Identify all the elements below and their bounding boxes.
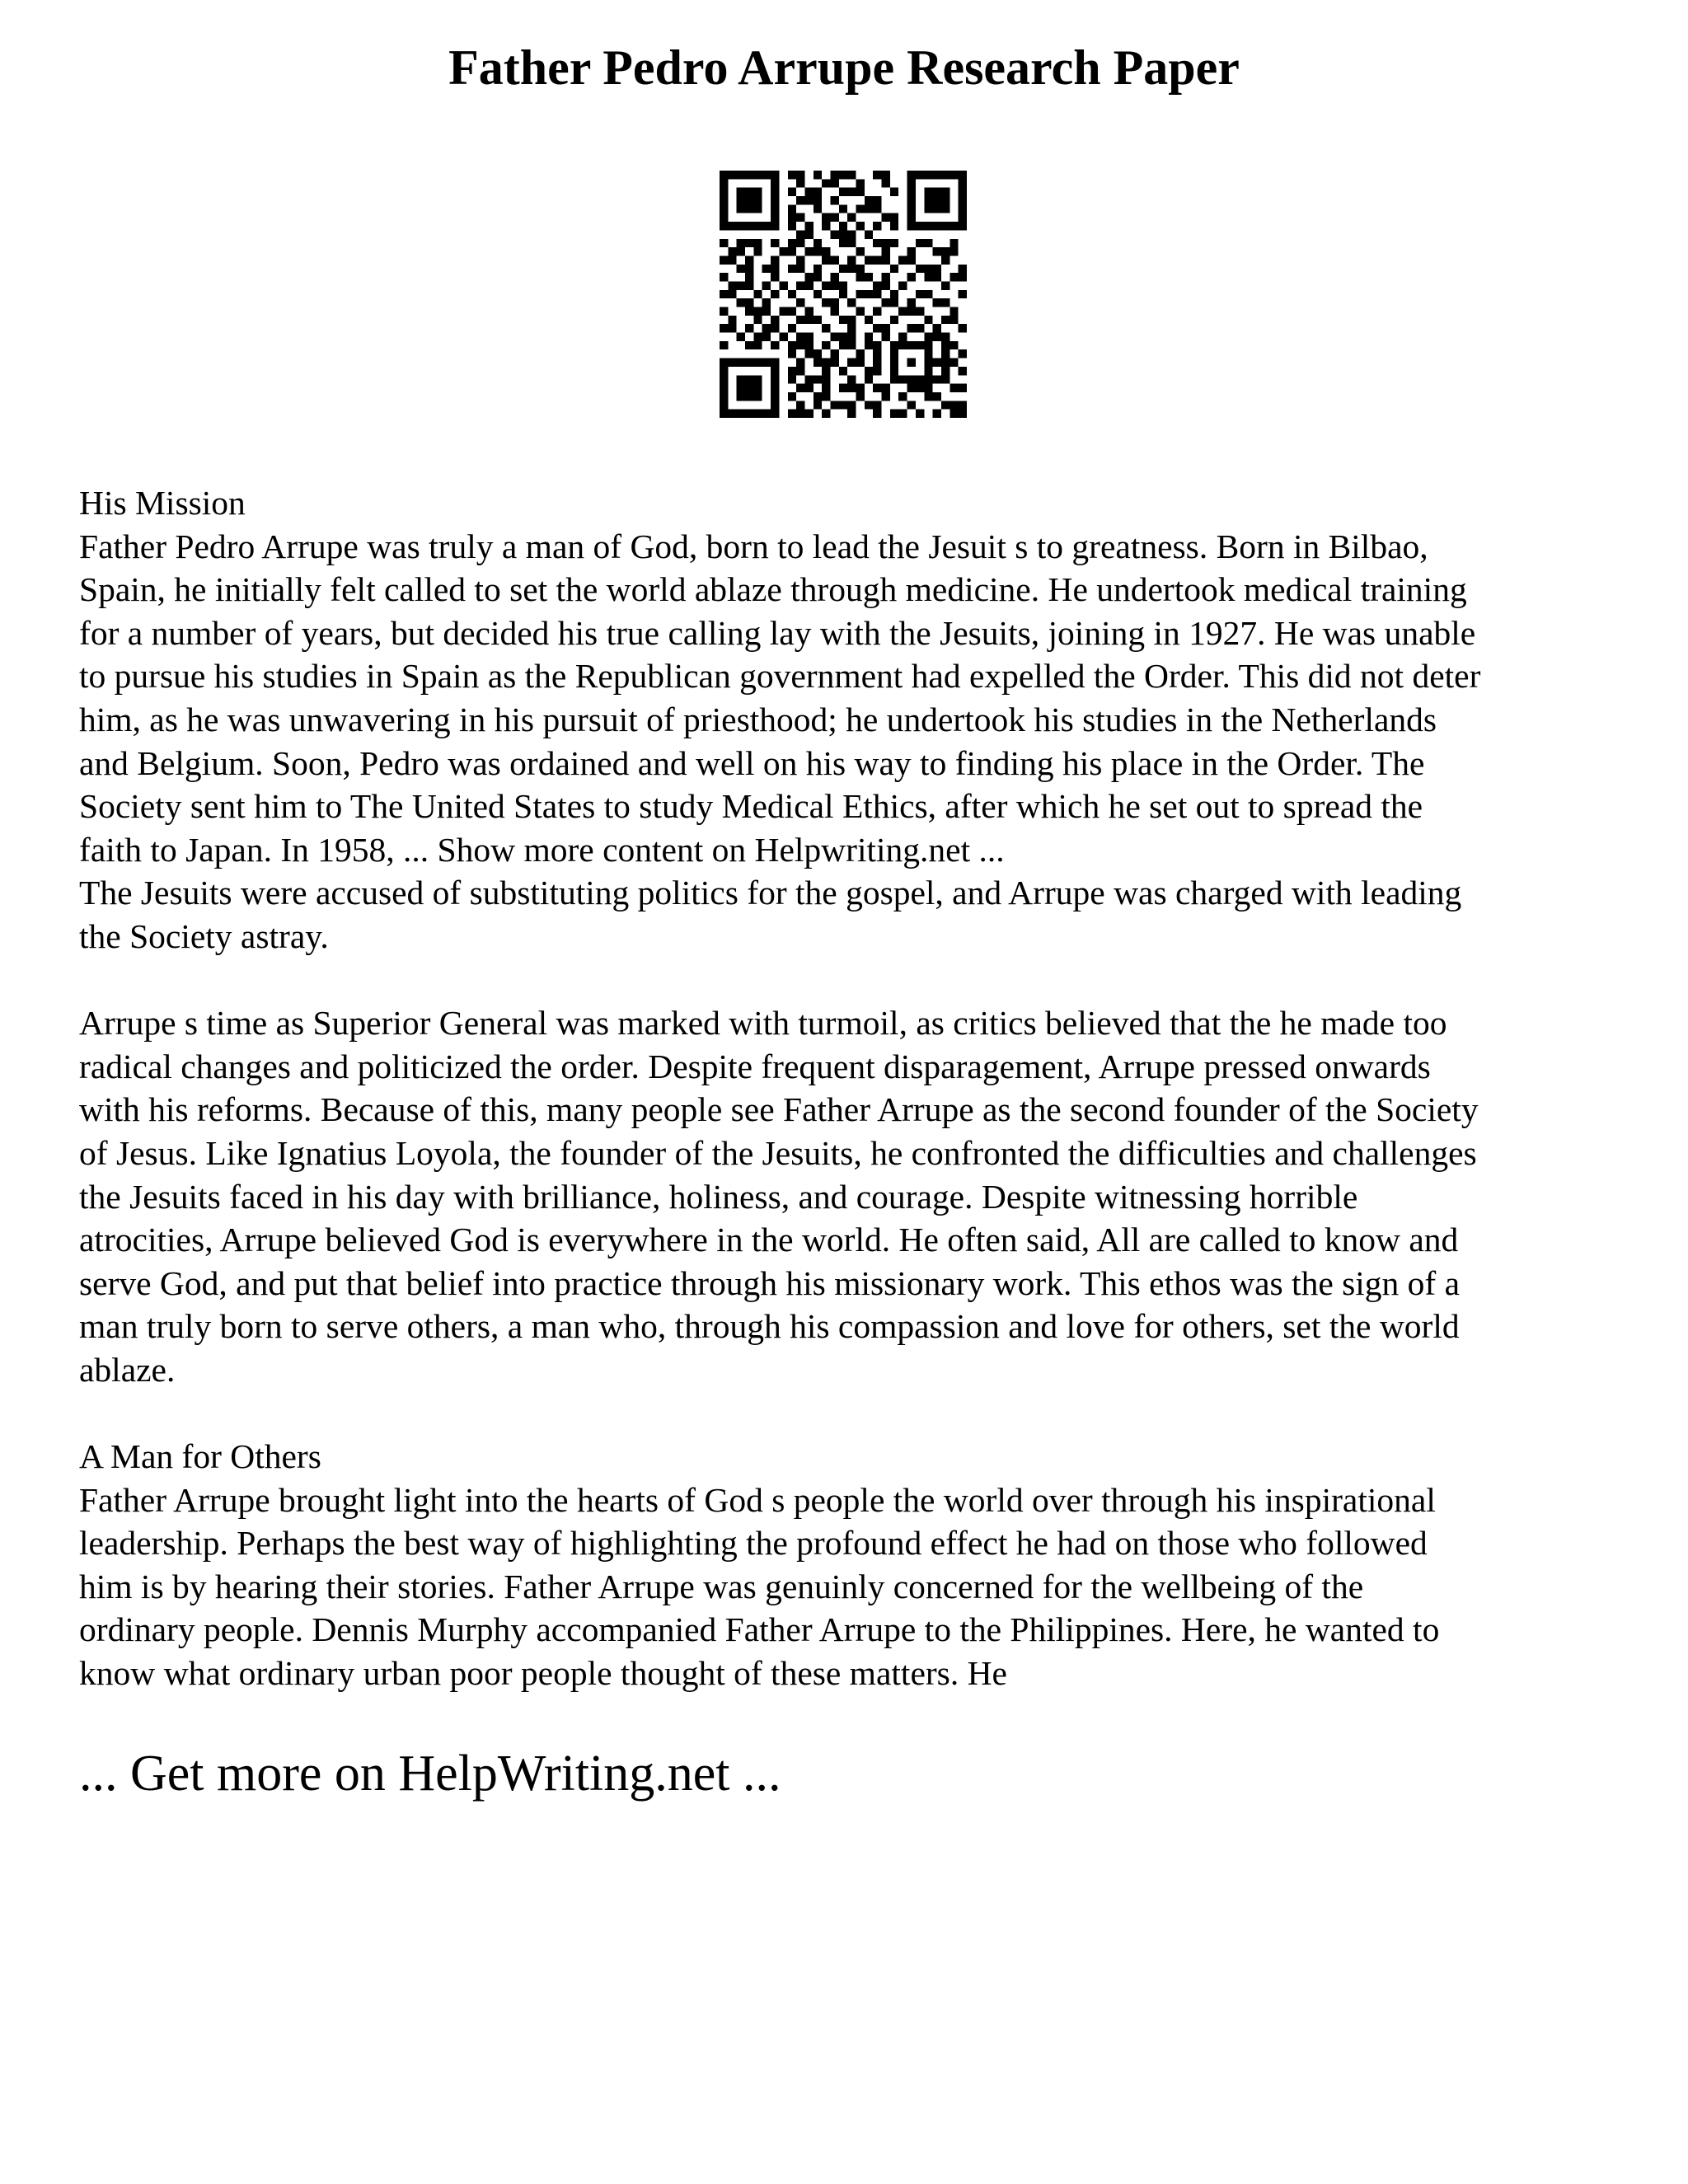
paragraph-line: Father Pedro Arrupe was truly a man of God, born to lead the Jesuit s to greatness. Born in Bilbao, [79, 527, 1428, 565]
paragraph-line: man truly born to serve others, a man who, through his compassion and love for others, set the world [79, 1307, 1460, 1346]
qr-code-icon [720, 171, 967, 418]
paragraph-line: radical changes and politicized the order. Despite frequent disparagement, Arrupe pressed onwards [79, 1047, 1431, 1085]
paragraph-line: know what ordinary urban poor people thought of these matters. He [79, 1654, 1007, 1693]
paragraph-line: leadership. Perhaps the best way of highlighting the profound effect he had on those who followed [79, 1524, 1428, 1563]
qr-code-graphic [720, 171, 967, 418]
paragraph-spacer [79, 1391, 1629, 1435]
paragraph-line: faith to Japan. In 1958, ... Show more content on Helpwriting.net ... [79, 830, 1005, 869]
article-body [79, 481, 1629, 1695]
paragraph-line: the Society astray. [79, 916, 329, 955]
paragraph-line: Arrupe s time as Superior General was marked with turmoil, as critics believed that the he made too [79, 1004, 1447, 1043]
paragraph-line: Society sent him to The United States to study Medical Ethics, after which he set out to spread the [79, 787, 1423, 826]
paragraph-line: serve God, and put that belief into practice through his missionary work. This ethos was the sign of a [79, 1263, 1461, 1302]
paragraph-line: The Jesuits were accused of substituting politics for the gospel, and Arrupe was charged with leading [79, 874, 1462, 912]
page-title: Father Pedro Arrupe Research Paper [448, 40, 1240, 95]
section-heading-a-man-for-others: A Man for Others [79, 1437, 321, 1476]
paragraph-line: atrocities, Arrupe believed God is everywhere in the world. He often said, All are called to know and [79, 1221, 1459, 1259]
paragraph-line: with his reforms. Because of this, many people see Father Arrupe as the second founder of the Society [79, 1090, 1479, 1129]
section-heading-his-mission: His Mission [79, 484, 246, 522]
paragraph-line: the Jesuits faced in his day with brilliance, holiness, and courage. Despite witnessing horrible [79, 1177, 1358, 1216]
paragraph-line: Father Arrupe brought light into the hearts of God s people the world over through his inspirational [79, 1480, 1436, 1519]
paragraph-line: for a number of years, but decided his true calling lay with the Jesuits, joining in 1927. He was unable [79, 613, 1476, 652]
paragraph-line: him, as he was unwavering in his pursuit of priesthood; he undertook his studies in the Netherlands [79, 700, 1437, 738]
paragraph-line: ordinary people. Dennis Murphy accompanied Father Arrupe to the Philippines. Here, he wanted to [79, 1610, 1440, 1649]
paragraph-spacer [79, 958, 1629, 1002]
paragraph-line: to pursue his studies in Spain as the Republican government had expelled the Order. This did not deter [79, 657, 1481, 696]
paragraph-line: him is by hearing their stories. Father Arrupe was genuinly concerned for the wellbeing of the [79, 1567, 1364, 1605]
paragraph-line: Spain, he initially felt called to set the world ablaze through medicine. He undertook medical training [79, 570, 1467, 609]
paragraph-line: ablaze. [79, 1350, 176, 1389]
get-more-link[interactable]: ... Get more on HelpWriting.net ... [79, 1746, 781, 1802]
paragraph-line: of Jesus. Like Ignatius Loyola, the founder of the Jesuits, he confronted the difficulties and challenges [79, 1133, 1477, 1172]
paragraph-line: and Belgium. Soon, Pedro was ordained and well on his way to finding his place in the Order. The [79, 743, 1425, 782]
